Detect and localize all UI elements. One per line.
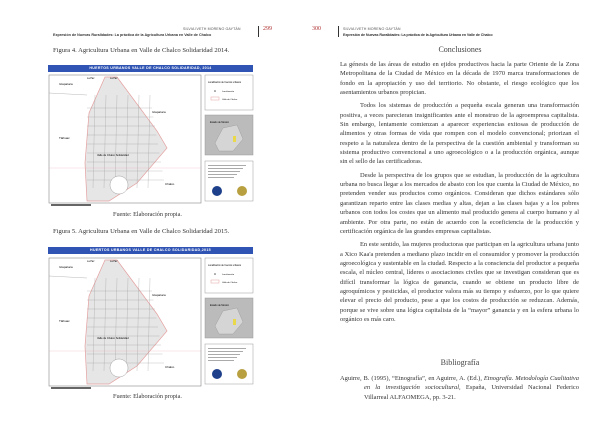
map-label-lapaz: La Paz	[110, 260, 118, 263]
conclusions-body	[340, 60, 579, 324]
credits-text	[208, 354, 240, 355]
map-label-ixtapaluca: Ixtapaluca	[59, 265, 73, 269]
map-label-chalco: Chalco	[165, 182, 175, 186]
inset-title: Estado de México	[210, 304, 230, 307]
page-number: 299	[263, 26, 272, 32]
map-label-ixtapaluca: Ixtapaluca	[152, 293, 166, 297]
credits-box	[205, 161, 253, 201]
legend-title: Localización de huertos urbanos	[208, 265, 242, 267]
figure-4-map	[48, 65, 253, 72]
ref-book-title: Etnografía. Metodología Cualitativa en la investigación sociocultural,	[364, 375, 579, 392]
map-label-ixtapaluca: Ixtapaluca	[152, 110, 166, 114]
figure-5-map	[48, 247, 253, 254]
inset-title: Estado de México	[210, 121, 230, 124]
inset-highlight	[233, 136, 236, 142]
inset-highlight	[233, 319, 236, 325]
figure-4-title: Figura 4. Agricultura Urbana en Valle de Chalco Solidaridad 2014.	[53, 47, 230, 54]
credits-text	[208, 357, 237, 358]
paragraph: La génesis de las áreas de estudio en ejidos productivos hacia la parte Oriente de la Zona Metropolitana de la Ciudad de México en la década de 1970 marca transformaciones de fondo en la apropiación y uso del territorio. No obstante, el riesgo ecológico que los asentamientos urbanos propician.	[340, 61, 579, 97]
legend-area-icon	[211, 97, 219, 100]
map-label-lapaz: La Paz	[110, 77, 118, 80]
header-title: Expresión de Nuevas Ruralidades: La práctica de la Agricultura Urbana en Valle de Chalco	[343, 33, 493, 37]
ref-authors: Aguirre, B. (1995), “Etnografía”, en Aguirre, A. (Ed.),	[340, 375, 484, 382]
header-author: SILVIA IVETH MORENO GAYTÁN	[183, 27, 241, 31]
scale-bar	[51, 387, 91, 389]
legend-point-icon	[214, 90, 216, 92]
map-2015	[47, 256, 255, 391]
header-author: SILVIA IVETH MORENO GAYTÁN	[343, 27, 401, 31]
section-title-bibliografia: Bibliografía	[440, 358, 480, 367]
institution-logo	[212, 186, 222, 196]
credits-text	[208, 165, 246, 166]
bibliography-entry	[340, 374, 579, 402]
map-label-lapaz: La Paz	[87, 260, 95, 263]
map-label-tlahuac: Tláhuac	[59, 319, 70, 323]
page-number: 300	[312, 26, 321, 32]
legend-title: Localización de huertos urbanos	[208, 82, 242, 84]
map-banner: HUERTOS URBANOS VALLE DE CHALCO SOLIDARIDAD,2015	[48, 247, 253, 254]
credits-text	[208, 177, 234, 178]
credits-text	[208, 174, 237, 175]
legend-area-label: Valle de Chalco	[222, 282, 238, 284]
map-label-valle: Valle de Chalco Solidaridad	[97, 337, 129, 340]
ref-publisher: España, Universidad Nacional Federico Villarreal ALFAOMEGA, pp. 3-21.	[364, 384, 579, 401]
map-label-lapaz: La Paz	[87, 77, 95, 80]
paragraph: En este sentido, las mujeres productoras que participan en la agricultura urbana junto a Xico Kaa'a pretenden a mediano plazo incidir en el consumidor y promover la producción agroecológica y sustentable en la ciudad. Respecto a la consciencia del productor a pequeña escala, el núcleo central, líderes o asociaciones civiles que se investigan consideran que es difícil transformar la lógica de ganancia, cuando se obtiene un producto libre de agroquímicos y pesticidas, el productor valora más su tiempo y esfuerzo, por lo que quiere elevar el precio del producto, pese a que los costos de producción se reduzcan. Además, porque se vive sobre una lógica capitalista de la “mayor” ganancia y en la esfera urbana lo orgánico es más caro.	[340, 241, 579, 323]
section-title-conclusiones: Conclusiones	[438, 45, 482, 54]
map-label-ixtapaluca: Ixtapaluca	[59, 82, 73, 86]
paragraph: Desde la perspectiva de los grupos que se estudian, la producción de la agricultura urbana no busca llegar a los mercados de abasto con los que cuenta la Ciudad de México, no pretenden vender sus productos como orgánicos. Consideran que dichos estándares sólo garantizan reparto entre las clases medias y altas, dejan a las clases bajas y a los pobres urbanos con todos los costes que un alimento mal producido genera al cuerpo humano y al ambiente. Por otra parte, no están de acuerdo con la ecoeficiencia de la producción y certificación orgánica de las grandes empresas capitalistas.	[340, 171, 579, 235]
institution-logo	[212, 369, 222, 379]
legend-point-label: Localización	[222, 274, 235, 276]
figure-5-caption: Fuente: Elaboración propia.	[113, 393, 182, 400]
figure-5-title: Figura 5. Agricultura Urbana en Valle de Chalco Solidaridad 2015.	[53, 228, 230, 235]
legend-point-label: Localización	[222, 91, 235, 93]
seal-logo	[237, 369, 247, 379]
credits-text	[208, 351, 243, 352]
credits-text	[208, 171, 240, 172]
header-divider	[338, 26, 339, 37]
seal-logo	[237, 186, 247, 196]
legend-point-icon	[214, 273, 216, 275]
paragraph: Todos los sistemas de producción a pequeña escala generan una transformación positiva, a veces parecieran insignificantes ante el monstruo de la agroempresa capitalista. Sin embargo, lentamente comienzan a aparecer experiencias exitosas de producción de alimentos y otras formas de vida que rompen con el modelo convencional; priorizan el respeto a la naturaleza dentro de la perspectiva de la cuestión ambiental y transforman su sistema productivo convencional a uno agroecológico o a la producción orgánica, aunque sin el sello de las certificadoras.	[340, 102, 579, 166]
credits-text	[208, 348, 246, 349]
map-label-tlahuac: Tláhuac	[59, 136, 70, 140]
lake-area	[110, 176, 128, 194]
credits-text	[208, 360, 234, 361]
map-2014	[47, 73, 255, 208]
legend-area-icon	[211, 280, 219, 283]
map-label-valle: Valle de Chalco Solidaridad	[97, 154, 129, 157]
credits-box	[205, 344, 253, 384]
credits-text	[208, 168, 243, 169]
figure-4-caption: Fuente: Elaboración propia.	[113, 211, 182, 218]
header-divider	[258, 26, 259, 37]
header-title: Expresión de Nuevas Ruralidades: La práctica de la Agricultura Urbana en Valle de Chalco	[53, 33, 212, 37]
legend-area-label: Valle de Chalco	[222, 99, 238, 101]
scale-bar	[51, 204, 91, 206]
lake-area	[110, 359, 128, 377]
map-banner: HUERTOS URBANOS VALLE DE CHALCO SOLIDARIDAD, 2014	[48, 65, 253, 72]
map-label-chalco: Chalco	[165, 365, 175, 369]
